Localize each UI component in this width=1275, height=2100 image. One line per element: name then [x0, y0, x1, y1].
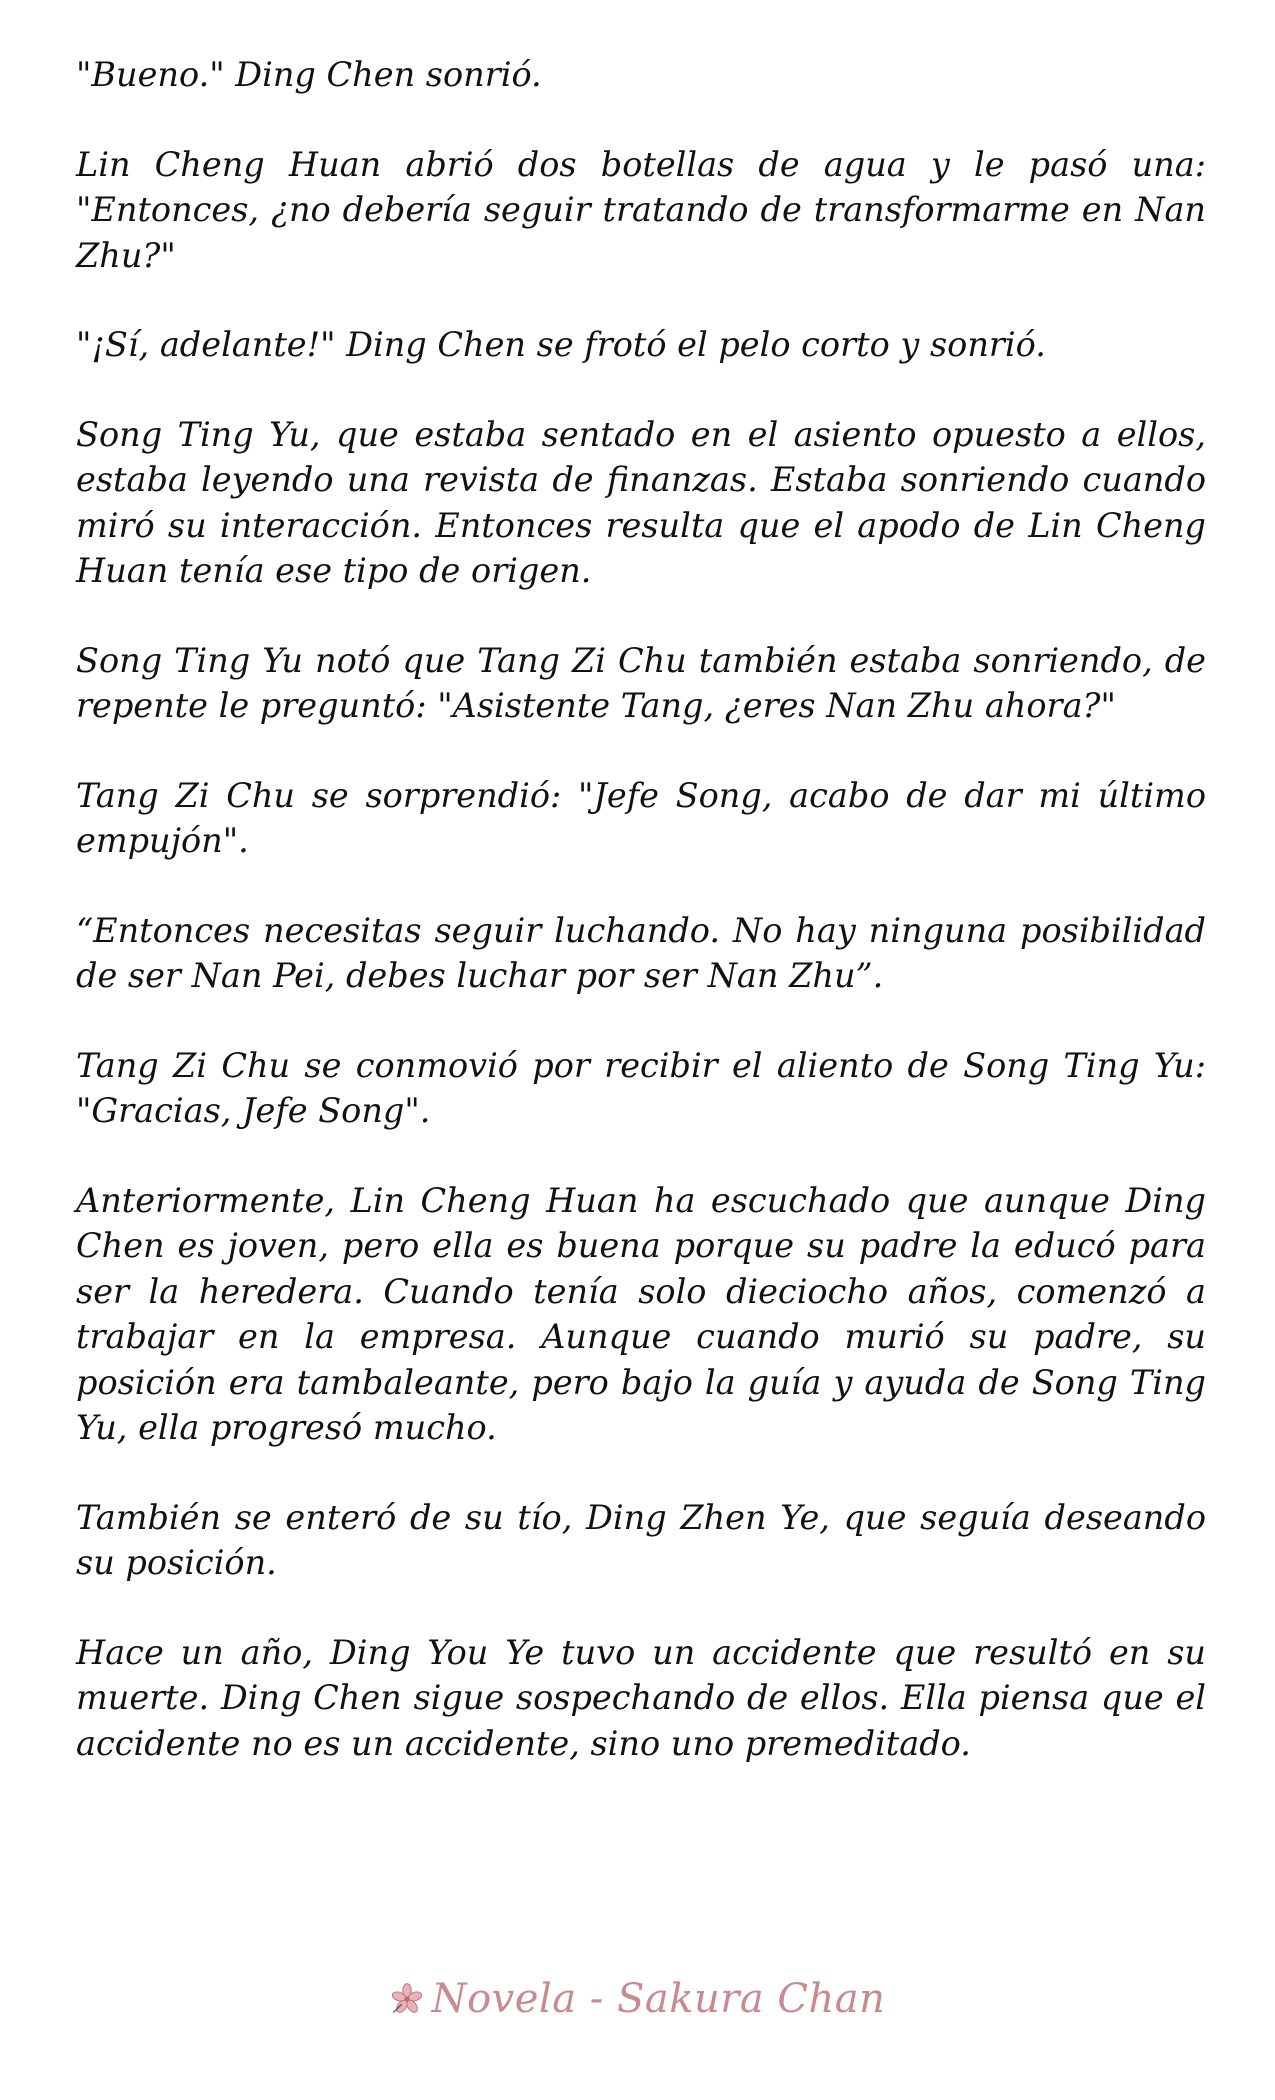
paragraph-3: "¡Sí, adelante!" Ding Chen se frotó el pelo corto y sonrió.: [76, 325, 1046, 364]
footer-watermark: [0, 1976, 1275, 2022]
paragraph-1: "Bueno." Ding Chen sonrió.: [76, 55, 542, 94]
paragraph-11: Hace un año, Ding You Ye tuvo un accidente que resultó en su muerte. Ding Chen sigue sospechando de ellos. Ella piensa que el accidente no es un accidente, sino uno premeditado.: [76, 1632, 1206, 1763]
paragraph-2: Lin Cheng Huan abrió dos botellas de agua y le pasó una: "Entonces, ¿no debería seguir tratando de transformarme en Nan Zhu?": [76, 144, 1206, 275]
sakura-flower-icon: [390, 1982, 424, 2016]
paragraph-5: Song Ting Yu notó que Tang Zi Chu también estaba sonriendo, de repente le preguntó: "Asistente Tang, ¿eres Nan Zhu ahora?": [76, 640, 1206, 725]
document-body: [76, 52, 1206, 1810]
paragraph-8: Tang Zi Chu se conmovió por recibir el aliento de Song Ting Yu: "Gracias, Jefe Song".: [76, 1045, 1206, 1130]
paragraph-4: Song Ting Yu, que estaba sentado en el asiento opuesto a ellos, estaba leyendo una revista de finanzas. Estaba sonriendo cuando miró su interacción. Entonces resulta que el apodo de Lin Cheng Huan tenía ese tipo de origen.: [76, 414, 1206, 590]
paragraph-10: También se enteró de su tío, Ding Zhen Ye, que seguía deseando su posición.: [76, 1497, 1206, 1582]
footer-watermark-text: Novela - Sakura Chan: [431, 1976, 886, 2022]
paragraph-9: Anteriormente, Lin Cheng Huan ha escuchado que aunque Ding Chen es joven, pero ella es buena porque su padre la educó para ser la heredera. Cuando tenía solo dieciocho años, comenzó a trabajar en la empresa. Aunque cuando murió su padre, su posición era tambaleante, pero bajo la guía y ayuda de Song Ting Yu, ella progresó mucho.: [76, 1180, 1206, 1447]
paragraph-7: “Entonces necesitas seguir luchando. No hay ninguna posibilidad de ser Nan Pei, debes luchar por ser Nan Zhu”.: [76, 910, 1206, 995]
paragraph-6: Tang Zi Chu se sorprendió: "Jefe Song, acabo de dar mi último empujón".: [76, 775, 1206, 860]
